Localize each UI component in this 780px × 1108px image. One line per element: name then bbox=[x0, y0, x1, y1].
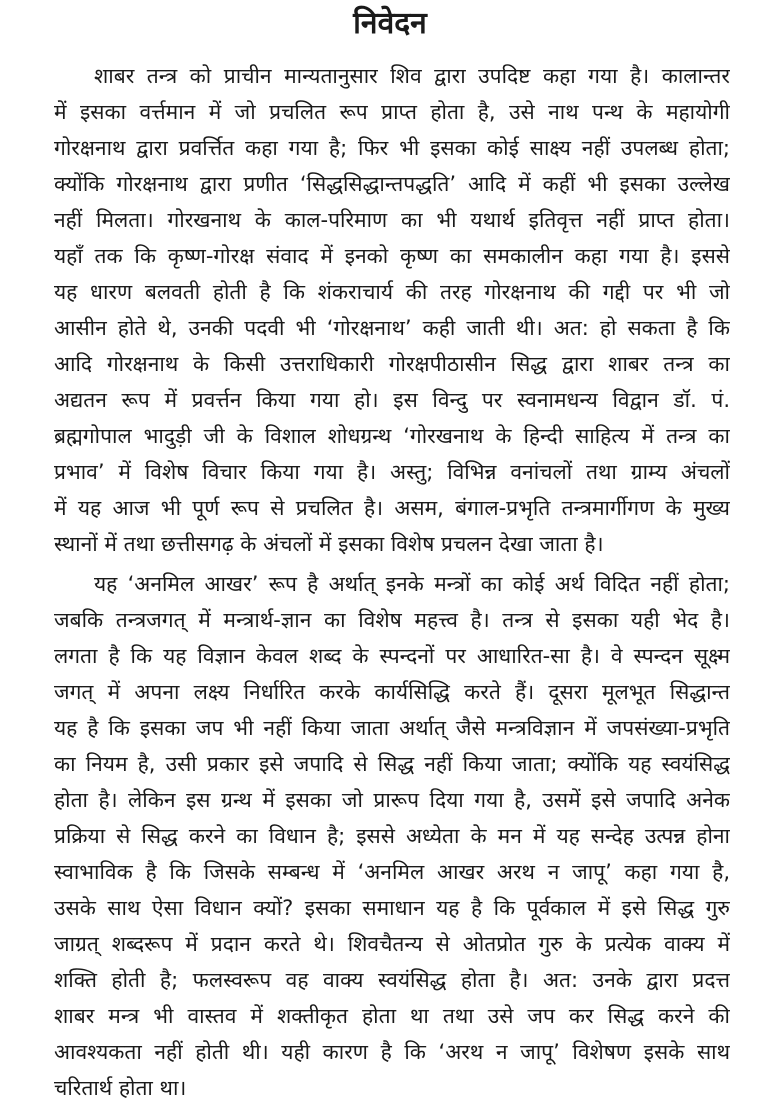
text-line: गोरक्षनाथ द्वारा प्रवर्त्तित कहा गया है; फिर भी इसका कोई साक्ष्य नहीं उपलब्ध होता; bbox=[54, 136, 730, 160]
page-title: निवेदन bbox=[353, 6, 427, 41]
text-line: प्रभाव’ में विशेष विचार किया गया है। अस्तु; विभिन्न वनांचलों तथा ग्राम्य अंचलों bbox=[54, 460, 730, 484]
text-line: शाबर मन्त्र भी वास्तव में शक्तीकृत होता था तथा उसे जप कर सिद्ध करने की bbox=[54, 1004, 730, 1028]
text-line: चरितार्थ होता था। bbox=[54, 1076, 187, 1100]
text-line: यहाँ तक कि कृष्ण-गोरक्ष संवाद में इनको कृष्ण का समकालीन कहा गया है। इससे bbox=[54, 244, 730, 268]
text-line: जाग्रत् शब्दरूप में प्रदान करते थे। शिवचैतन्य से ओतप्रोत गुरु के प्रत्येक वाक्य में bbox=[54, 932, 730, 956]
text-line: आदि गोरक्षनाथ के किसी उत्तराधिकारी गोरक्षपीठासीन सिद्ध द्वारा शाबर तन्त्र का bbox=[54, 352, 730, 376]
text-line: में यह आज भी पूर्ण रूप से प्रचलित है। असम, बंगाल-प्रभृति तन्त्रमार्गीगण के मुख्य bbox=[54, 496, 730, 520]
text-line: होता है। लेकिन इस ग्रन्थ में इसका जो प्रारूप दिया गया है, उसमें इसे जपादि अनेक bbox=[54, 788, 730, 812]
text-line: आसीन होते थे, उनकी पदवी भी ‘गोरक्षनाथ’ कही जाती थी। अत: हो सकता है कि bbox=[54, 316, 730, 340]
text-line: जगत् में अपना लक्ष्य निर्धारित करके कार्यसिद्धि करते हैं। दूसरा मूलभूत सिद्धान्त bbox=[54, 680, 730, 704]
text-line: शाबर तन्त्र को प्राचीन मान्यतानुसार शिव द्वारा उपदिष्ट कहा गया है। कालान्तर bbox=[94, 64, 730, 88]
text-line: जबकि तन्त्रजगत् में मन्त्रार्थ-ज्ञान का विशेष महत्त्व है। तन्त्र से इसका यही भेद है। bbox=[54, 608, 730, 632]
text-line: आवश्यकता नहीं होती थी। यही कारण है कि ‘अरथ न जापू’ विशेषण इसके साथ bbox=[54, 1040, 730, 1064]
text-line: प्रक्रिया से सिद्ध करने का विधान है; इससे अध्येता के मन में यह सन्देह उत्पन्न होना bbox=[54, 824, 730, 848]
paragraph-2 bbox=[54, 566, 730, 1106]
text-line: शक्ति होती है; फलस्वरूप वह वाक्य स्वयंसिद्ध होता है। अत: उनके द्वारा प्रदत्त bbox=[54, 968, 730, 992]
text-line: यह ‘अनमिल आखर’ रूप है अर्थात् इनके मन्त्रों का कोई अर्थ विदित नहीं होता; bbox=[94, 572, 730, 596]
text-line: नहीं मिलता। गोरखनाथ के काल-परिमाण का भी यथार्थ इतिवृत्त नहीं प्राप्त होता। bbox=[54, 208, 730, 232]
text-line: का नियम है, उसी प्रकार इसे जपादि से सिद्ध नहीं किया जाता; क्योंकि यह स्वयंसिद्ध bbox=[54, 752, 730, 776]
text-line: यह है कि इसका जप भी नहीं किया जाता अर्थात् जैसे मन्त्रविज्ञान में जपसंख्या-प्रभृति bbox=[54, 716, 730, 740]
text-line: स्वाभाविक है कि जिसके सम्बन्ध में ‘अनमिल आखर अरथ न जापू’ कहा गया है, bbox=[54, 860, 730, 884]
paragraph-1 bbox=[54, 58, 730, 562]
text-line: में इसका वर्त्तमान में जो प्रचलित रूप प्राप्त होता है, उसे नाथ पन्थ के महायोगी bbox=[54, 100, 730, 124]
text-line: यह धारण बलवती होती है कि शंकराचार्य की तरह गोरक्षनाथ की गद्दी पर भी जो bbox=[54, 280, 730, 304]
text-line: लगता है कि यह विज्ञान केवल शब्द के स्पन्दनों पर आधारित-सा है। वे स्पन्दन सूक्ष्म bbox=[54, 644, 730, 668]
text-line: क्योंकि गोरक्षनाथ द्वारा प्रणीत ‘सिद्धसिद्धान्तपद्धति’ आदि में कहीं भी इसका उल्लेख bbox=[54, 172, 730, 196]
text-line: स्थानों में तथा छत्तीसगढ़ के अंचलों में इसका विशेष प्रचलन देखा जाता है। bbox=[54, 532, 604, 556]
text-line: ब्रह्मगोपाल भादुड़ी जी के विशाल शोधग्रन्थ ‘गोरखनाथ के हिन्दी साहित्य में तन्त्र का bbox=[54, 424, 730, 448]
text-line: अद्यतन रूप में प्रवर्त्तन किया गया हो। इस विन्दु पर स्वनामधन्य विद्वान डॉ. पं. bbox=[54, 388, 730, 412]
text-line: उसके साथ ऐसा विधान क्यों? इसका समाधान यह है कि पूर्वकाल में इसे सिद्ध गुरु bbox=[54, 896, 730, 920]
